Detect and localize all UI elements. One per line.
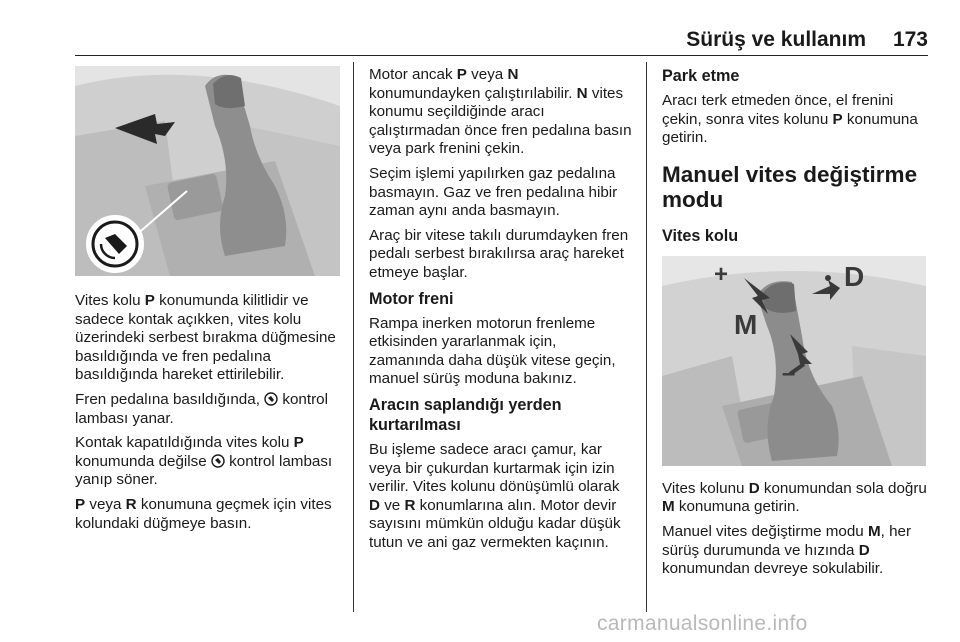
paragraph-rocking-vehicle: Bu işleme sadece aracı çamur, kar veya bir çukurdan kurtarmak için izin verilir. Vites kolunu dönüşümlü olarak D ve R konumlarına alın. Motor devir sayısını mümkün olduğu kadar düşük tutun ve ani gaz vermekten kaçının. <box>369 440 621 551</box>
heading-parking: Park etme <box>662 67 740 85</box>
paragraph-ignition-off: Kontak kapatıldığında vites kolu P konumunda değilse kontrol lambası yanıp söner. <box>75 434 333 489</box>
paragraph-manual-anytime: Manuel vites değiştirme modu M, her sürüş durumunda ve hızında D konumundan devreye sokulabilir. <box>662 522 912 578</box>
paragraph-engine-start: Motor ancak P veya N konumundayken çalıştırılabilir. N vites konumu seçildiğinde aracı çalıştırmadan önce fren pedalına basın veya park frenini çekin. <box>369 66 632 158</box>
plus-label: + <box>714 260 729 288</box>
watermark: carmanualsonline.info <box>597 612 808 635</box>
heading-selector-lever: Vites kolu <box>662 226 739 245</box>
gear-lever-lock-illustration <box>75 66 340 276</box>
section-title: Sürüş ve kullanım <box>686 28 866 51</box>
paragraph-release-button: P veya R konumuna geçmek için vites kolundaki düğmeye basın. <box>75 495 332 532</box>
paragraph-vehicle-moves: Araç bir vitese takılı durumdayken fren pedalı serbest bırakılırsa araç hareket etmeye başlar. <box>369 226 629 281</box>
column-divider-2 <box>646 62 647 612</box>
paragraph-brake-lamp: Fren pedalına basıldığında, kontrol lambası yanar. <box>75 390 328 427</box>
minus-label: – <box>782 359 796 387</box>
m-label: M <box>734 308 758 340</box>
manual-mode-lever-image <box>662 256 926 466</box>
column-3 <box>662 66 928 585</box>
paragraph-parking: Aracı terk etmeden önce, el frenini çekin, sonra vites kolunu P konumuna getirin. <box>662 92 918 147</box>
paragraph-no-accelerator: Seçim işlemi yapılırken gaz pedalına basmayın. Gaz ve fren pedalına hibir zaman aynı anda basmayın. <box>369 164 618 220</box>
d-label: D <box>844 260 865 292</box>
page-number: 173 <box>892 28 928 51</box>
paragraph-engine-brake: Rampa inerken motorun frenleme etkisinden yararlanmak için, zamanında daha düşük vitese geçin, manuel sürüş moduna bakınız. <box>369 314 616 388</box>
page-header <box>75 28 928 56</box>
paragraph-move-to-m: Vites kolunu D konumundan sola doğru M konumuna getirin. <box>662 479 927 516</box>
manual-mode-lever-illustration <box>662 256 926 466</box>
brake-pedal-indicator-icon <box>264 392 278 406</box>
header-divider <box>75 55 928 56</box>
column-2 <box>369 66 633 558</box>
gear-lever-lock-image <box>75 66 340 276</box>
paragraph-lever-locked: Vites kolu P konumunda kilitlidir ve sadece kontak açıkken, vites kolu üzerindeki serbest bırakma düğmesine basıldığında ve fren pedalına basıldığında hareket ettirilebilir. <box>75 292 336 384</box>
heading-rocking-vehicle: Aracın saplandığı yerden kurtarılması <box>369 395 562 434</box>
heading-manual-mode: Manuel vites değiştirme modu <box>662 161 918 212</box>
brake-pedal-indicator-icon <box>211 454 225 468</box>
column-divider-1 <box>353 62 354 612</box>
heading-engine-brake: Motor freni <box>369 289 454 308</box>
column-1 <box>75 66 340 539</box>
